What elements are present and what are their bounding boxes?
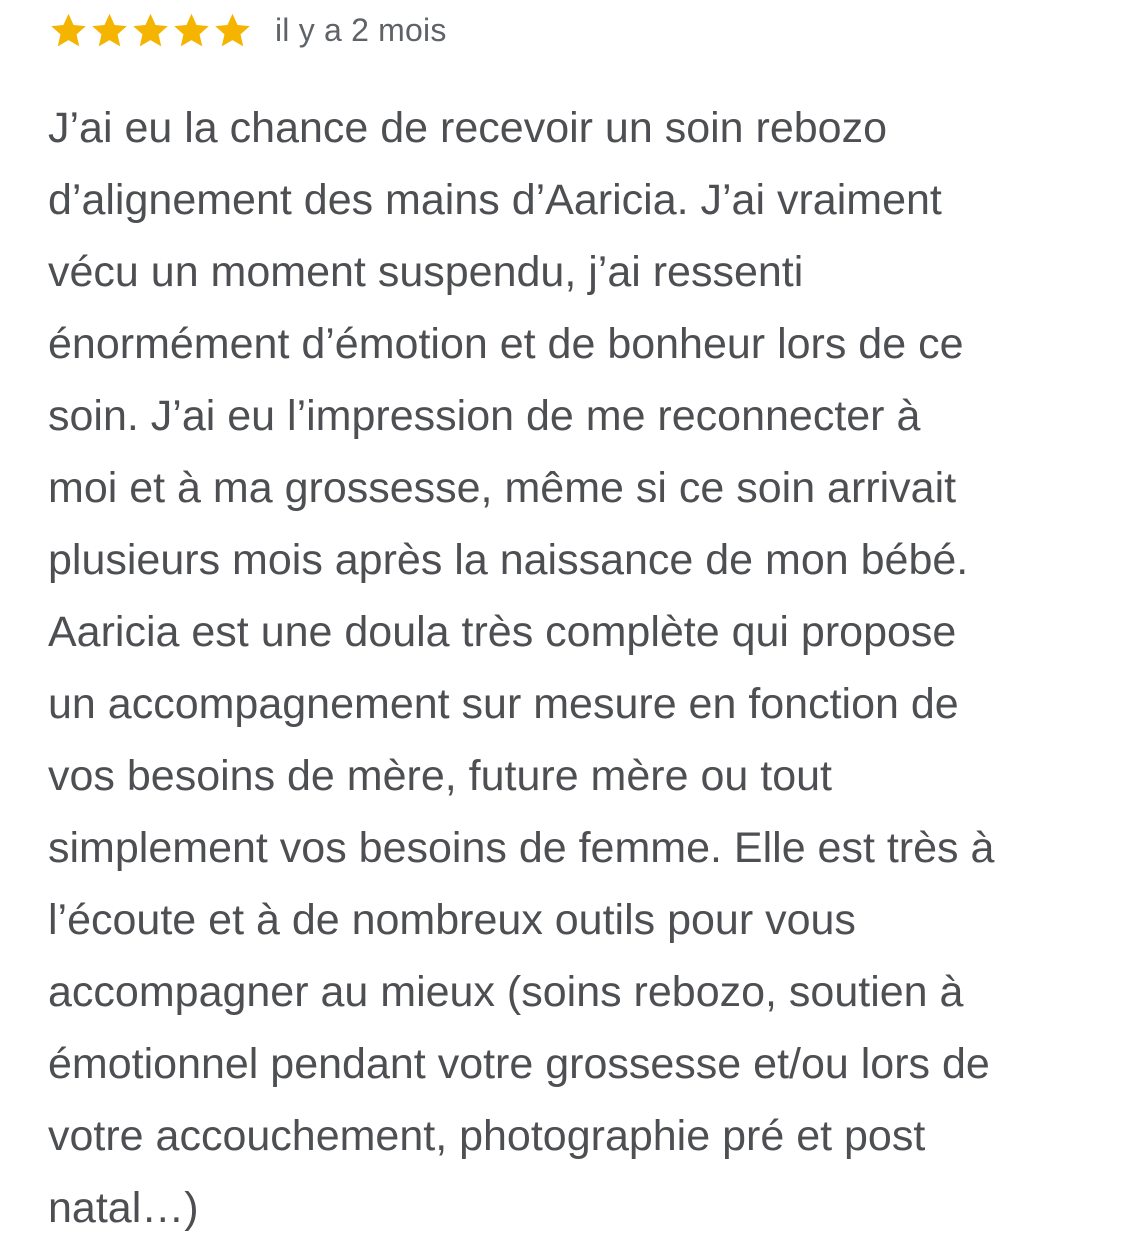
review-line: vécu un moment suspendu, j’ai ressenti <box>48 248 804 296</box>
review-line: un accompagnement sur mesure en fonction de <box>48 680 959 728</box>
review-text <box>48 92 1138 1244</box>
review-line: d’alignement des mains d’Aaricia. J’ai vraiment <box>48 176 942 224</box>
star-rating <box>48 10 253 51</box>
star-icon <box>130 10 171 51</box>
star-icon <box>171 10 212 51</box>
review-line: votre accouchement, photographie pré et post <box>48 1112 926 1160</box>
star-icon <box>89 10 130 51</box>
review-line: simplement vos besoins de femme. Elle est très à <box>48 824 995 872</box>
review-line: énormément d’émotion et de bonheur lors de ce <box>48 320 964 368</box>
review-date: il y a 2 mois <box>275 11 447 48</box>
review-line: moi et à ma grossesse, même si ce soin arrivait <box>48 464 957 512</box>
star-icon <box>212 10 253 51</box>
review-line: l’écoute et à de nombreux outils pour vous <box>48 896 856 944</box>
review-line: Aaricia est une doula très complète qui propose <box>48 608 957 656</box>
review-line: J’ai eu la chance de recevoir un soin rebozo <box>48 104 888 152</box>
review-line: plusieurs mois après la naissance de mon bébé. <box>48 536 969 584</box>
review-line: soin. J’ai eu l’impression de me reconnecter à <box>48 392 921 440</box>
review-line: vos besoins de mère, future mère ou tout <box>48 752 832 800</box>
review-header <box>48 8 447 52</box>
review-line: accompagner au mieux (soins rebozo, soutien à <box>48 968 964 1016</box>
review-line: émotionnel pendant votre grossesse et/ou lors de <box>48 1040 990 1088</box>
star-icon <box>48 10 89 51</box>
review-line: natal…) <box>48 1184 199 1232</box>
